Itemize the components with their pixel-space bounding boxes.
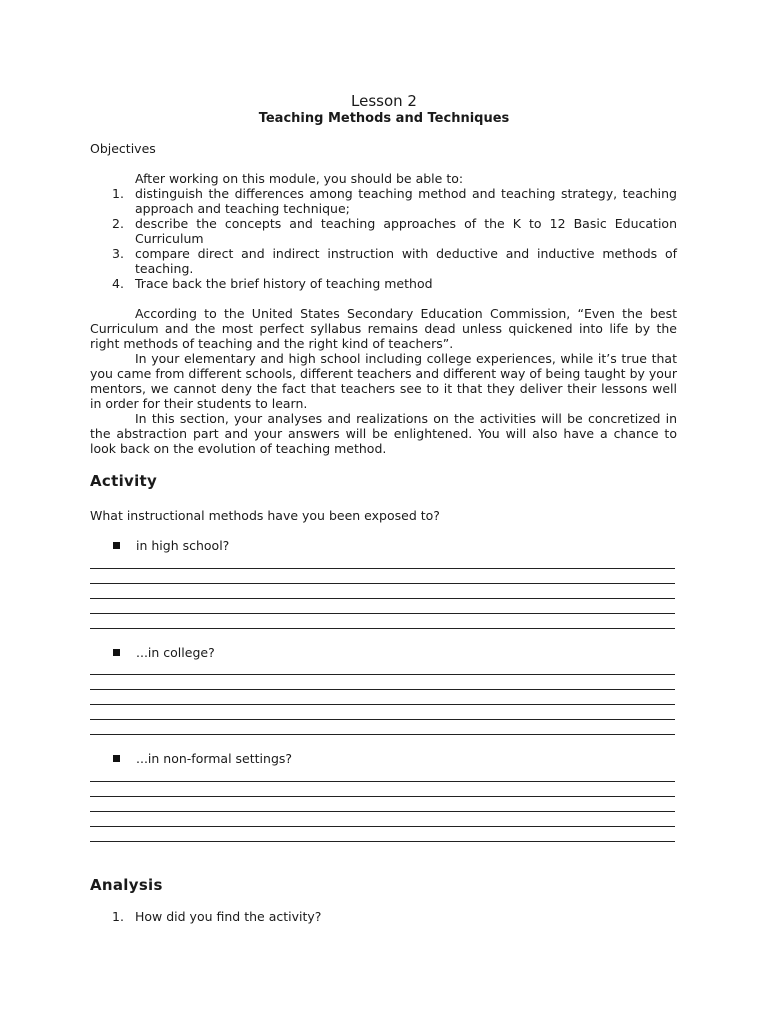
answer-line [90,841,675,842]
body-paragraph: According to the United States Secondary Education Commission, “Even the best Curriculum and the most perfect syllabus remains dead unless quickened into life by the right methods of teaching and the right kind of teachers”. [90,306,677,351]
answer-line [90,719,675,720]
objectives-intro: After working on this module, you should be able to: [135,171,464,186]
lesson-title: Lesson 2 [351,92,417,110]
answer-line [90,613,675,614]
body-paragraph: In your elementary and high school including college experiences, while it’s true that you came from different schools, different teachers and different way of being taught by your mentors, we cannot deny the fact that teachers see to it that they deliver their lessons well in order for their students to learn. [90,351,677,411]
activity-bullet [113,538,229,553]
answer-line [90,704,675,705]
objective-item [90,276,677,291]
answer-line [90,598,675,599]
objective-number: 1. [112,186,124,201]
square-bullet-icon [113,755,120,762]
analysis-text: How did you find the activity? [135,909,322,924]
activity-bullet [113,645,215,660]
analysis-heading: Analysis [90,876,163,894]
answer-line [90,734,675,735]
activity-question: What instructional methods have you been exposed to? [90,508,440,523]
activity-heading: Activity [90,472,158,490]
analysis-item [90,909,677,924]
objective-item [90,186,677,216]
answer-line [90,568,675,569]
objective-number: 4. [112,276,124,291]
objective-text: describe the concepts and teaching approaches of the K to 12 Basic Education Curriculum [135,216,677,246]
answer-line [90,826,675,827]
bullet-text: ...in college? [136,645,215,660]
objective-text: compare direct and indirect instruction with deductive and inductive methods of teaching. [135,246,677,276]
answer-line [90,628,675,629]
square-bullet-icon [113,649,120,656]
objective-text: Trace back the brief history of teaching method [135,276,433,291]
answer-line [90,781,675,782]
objectives-list [90,186,677,291]
bullet-text: ...in non-formal settings? [136,751,293,766]
answer-line [90,796,675,797]
answer-line [90,583,675,584]
answer-line [90,689,675,690]
bullet-text: in high school? [136,538,230,553]
square-bullet-icon [113,542,120,549]
answer-line [90,674,675,675]
lesson-subtitle: Teaching Methods and Techniques [258,111,510,126]
objective-text: distinguish the differences among teaching method and teaching strategy, teaching approach and teaching technique; [135,186,677,216]
objective-number: 3. [112,246,124,261]
answer-line [90,811,675,812]
objective-item [90,216,677,246]
objective-number: 2. [112,216,124,231]
analysis-list [90,909,677,924]
objective-item [90,246,677,276]
body-paragraph: In this section, your analyses and realizations on the activities will be concretized in the abstraction part and your answers will be enlightened. You will also have a chance to look back on the evolution of teaching method. [90,411,677,456]
activity-bullet [113,751,292,766]
analysis-number: 1. [112,909,124,924]
objectives-heading: Objectives [90,141,156,156]
